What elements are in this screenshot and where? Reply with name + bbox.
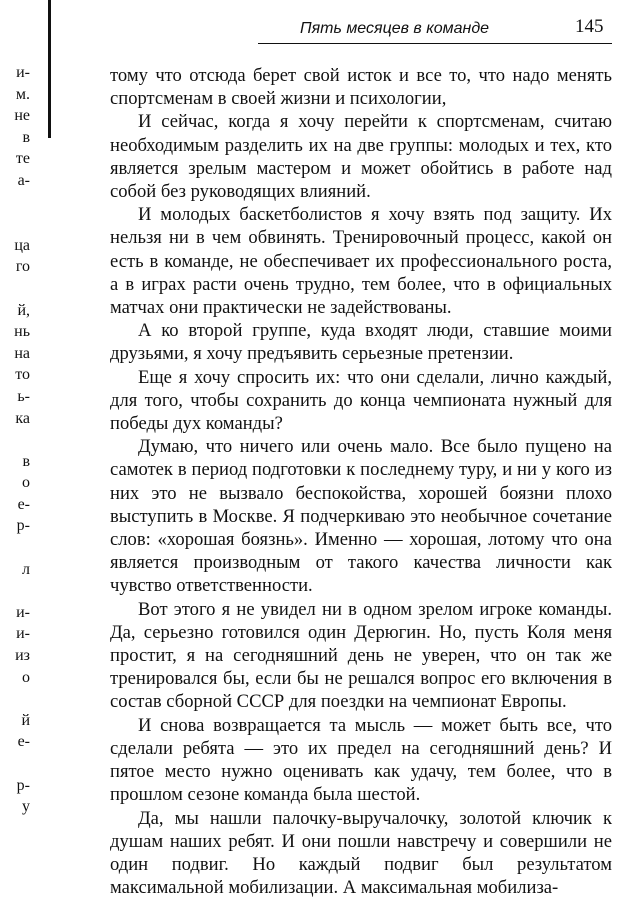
previous-page-fragment bbox=[0, 278, 30, 300]
page-number: 145 bbox=[575, 16, 604, 38]
body-text bbox=[110, 64, 612, 899]
previous-page-fragment bbox=[0, 753, 30, 775]
previous-page-fragment bbox=[0, 213, 30, 235]
paragraph: И сейчас, когда я хочу перейти к спортсменам, считаю необходимым разделить их на две группы: молодых и тех, кто является зрелым мастером и может обойтись в работе над собой без руководящих влияний. bbox=[110, 110, 612, 203]
previous-page-fragment: в bbox=[0, 127, 30, 149]
previous-page-fragment bbox=[0, 429, 30, 451]
previous-page-fragment: не bbox=[0, 105, 30, 127]
previous-page-fragment: м. bbox=[0, 84, 30, 106]
previous-page-fragment: а- bbox=[0, 170, 30, 192]
paragraph: И снова возвращается та мысль — может быть все, что сделали ребята — это их предел на сегодняшний день? И пятое место нужно оценивать как удачу, тем более, что в прошлом сезоне команда была шестой. bbox=[110, 714, 612, 807]
previous-page-fragment: й bbox=[0, 710, 30, 732]
previous-page-fragment bbox=[0, 537, 30, 559]
paragraph: тому что отсюда берет свой исток и все то, что надо менять спортсменам в своей жизни и психологии, bbox=[110, 64, 612, 110]
previous-page-fragment: нь bbox=[0, 321, 30, 343]
paragraph: Еще я хочу спросить их: что они сделали, лично каждый, для того, чтобы сохранить до конца чемпионата нужный для победы дух команды? bbox=[110, 366, 612, 436]
paragraph: Вот этого я не увидел ни в одном зрелом игроке команды. Да, серьезно готовился один Дерюгин. Но, пусть Коля меня простит, я на сегодняшний день не уверен, что он так же тренировался бы, если бы не решался вопрос его включения в состав сборной СССР для поездки на чемпионат Европы. bbox=[110, 598, 612, 714]
previous-page-fragment: ь- bbox=[0, 386, 30, 408]
previous-page-fragment: й, bbox=[0, 300, 30, 322]
previous-page-fragment: р- bbox=[0, 515, 30, 537]
previous-page-fragment: о bbox=[0, 667, 30, 689]
previous-page-fragment: о bbox=[0, 472, 30, 494]
previous-page-fragment: на bbox=[0, 343, 30, 365]
previous-page-fragment: го bbox=[0, 256, 30, 278]
previous-page-fragment: и- bbox=[0, 602, 30, 624]
paragraph: Думаю, что ничего или очень мало. Все было пущено на самотек в период подготовки к последнему туру, и ни у кого из них это не вызвало беспокойства, хорошей боязни плохо выступить в Москве. Я подчеркиваю это необычное сочетание слов: «хорошая боязнь». Именно — хорошая, лотому что она является производным от такого качества личности как чувство ответственности. bbox=[110, 435, 612, 597]
previous-page-fragment bbox=[0, 580, 30, 602]
paragraph: Да, мы нашли палочку-выручалочку, золотой ключик к душам наших ребят. И они пошли навстречу и совершили не один подвиг. Но каждый подвиг был результатом максимальной мобилизации. А максимальная мобилиза- bbox=[110, 807, 612, 899]
previous-page-fragment bbox=[0, 688, 30, 710]
previous-page-fragment: е- bbox=[0, 494, 30, 516]
previous-page-fragment: е- bbox=[0, 731, 30, 753]
previous-page-fragment: в bbox=[0, 451, 30, 473]
gutter-line bbox=[48, 0, 51, 138]
previous-page-fragment: и- bbox=[0, 62, 30, 84]
previous-page-fragment: те bbox=[0, 148, 30, 170]
previous-page-fragment: то bbox=[0, 364, 30, 386]
paragraph: А ко второй группе, куда входят люди, ставшие моими друзьями, я хочу предъявить серьезные претензии. bbox=[110, 319, 612, 365]
running-header-title: Пять месяцев в команде bbox=[300, 20, 489, 38]
header-rule bbox=[258, 43, 612, 44]
previous-page-fragment: из bbox=[0, 645, 30, 667]
previous-page-fragment: ца bbox=[0, 235, 30, 257]
previous-page-fragment: ка bbox=[0, 408, 30, 430]
previous-page-fragment: р- bbox=[0, 775, 30, 797]
paragraph: И молодых баскетболистов я хочу взять под защиту. Их нельзя ни в чем обвинять. Тренировочный процесс, какой он есть в команде, не обеспечивает их профессионального роста, а в играх расти очень трудно, тем более, что в официальных матчах они практически не задействованы. bbox=[110, 203, 612, 319]
previous-page-fragment bbox=[0, 192, 30, 214]
previous-page-fragment: и- bbox=[0, 623, 30, 645]
previous-page-fragment: у bbox=[0, 796, 30, 818]
previous-page-fragment: л bbox=[0, 559, 30, 581]
previous-page-fragments bbox=[0, 62, 30, 818]
